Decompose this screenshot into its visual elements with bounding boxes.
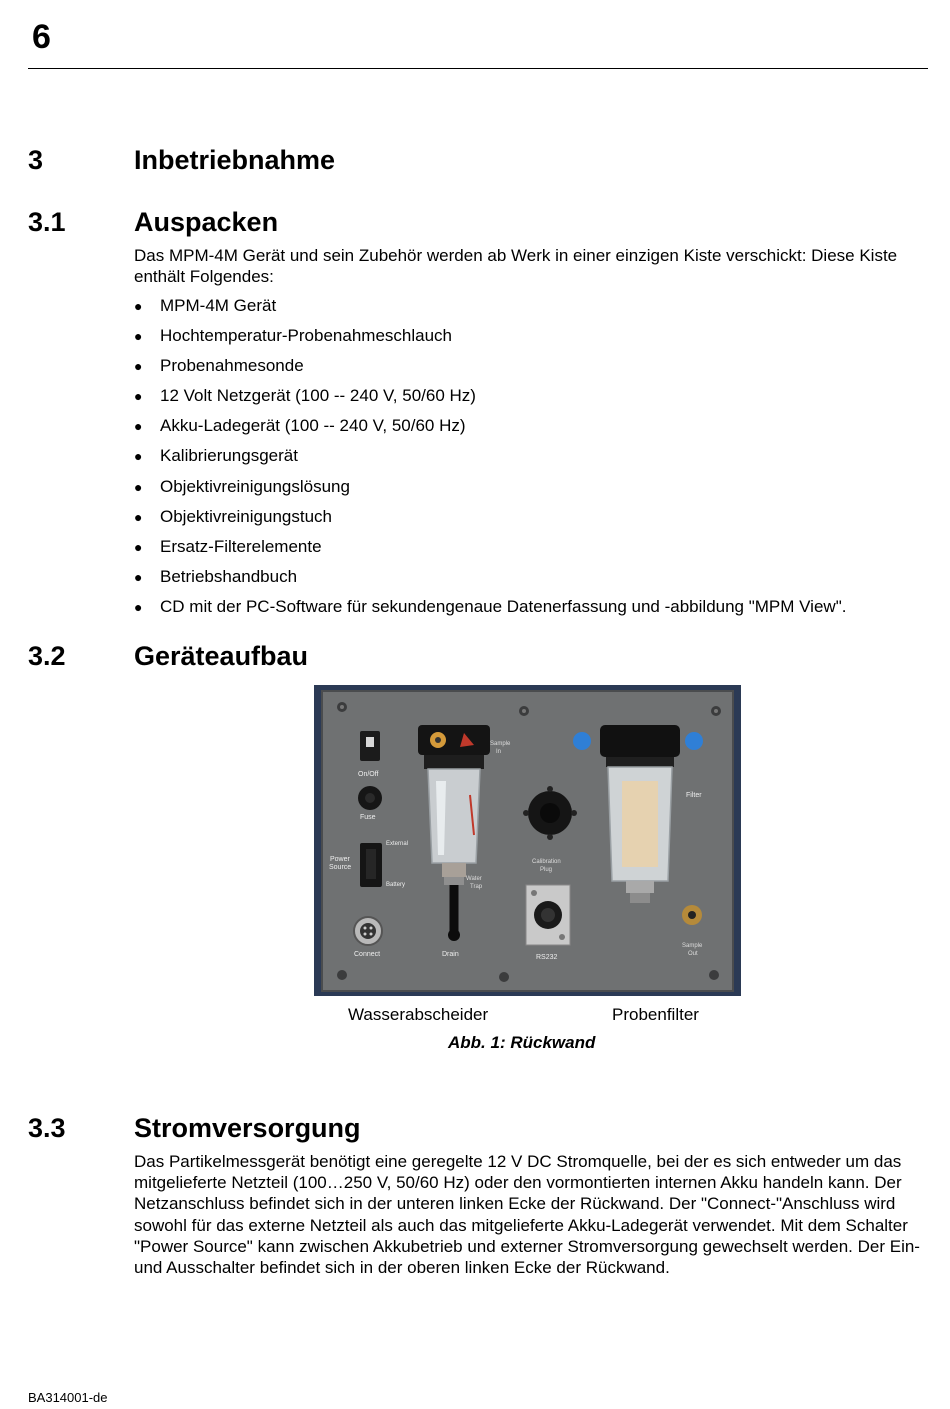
section-number: 3 xyxy=(28,145,44,175)
list-item: ● Betriebshandbuch xyxy=(134,563,934,593)
figure-caption: Abb. 1: Rückwand xyxy=(448,1033,596,1052)
list-item: ● Objektivreinigungslösung xyxy=(134,473,934,503)
svg-text:Source: Source xyxy=(329,864,352,871)
bullet-icon: ● xyxy=(134,388,143,405)
sample-filter-label: Probenfilter xyxy=(612,1005,699,1024)
bullet-icon: ● xyxy=(134,538,143,555)
package-contents-list xyxy=(134,292,934,623)
list-item: ● Objektivreinigungstuch xyxy=(134,503,934,533)
svg-text:External: External xyxy=(386,841,409,847)
list-item: ● Probenahmesonde xyxy=(134,352,934,382)
svg-text:RS232: RS232 xyxy=(536,954,558,961)
bullet-icon: ● xyxy=(134,448,143,465)
svg-text:Calibration: Calibration xyxy=(532,859,561,865)
bullet-icon: ● xyxy=(134,358,143,375)
water-separator-label: Wasserabscheider xyxy=(348,1005,489,1024)
bullet-icon: ● xyxy=(134,508,143,525)
list-item: ● Kalibrierungsgerät xyxy=(134,442,934,472)
svg-text:Water: Water xyxy=(466,876,482,882)
svg-text:Trap: Trap xyxy=(470,884,483,890)
document-id: BA314001-de xyxy=(28,1390,108,1405)
bullet-icon: ● xyxy=(134,418,143,435)
section-title: Geräteaufbau xyxy=(134,641,309,671)
list-item: ● 12 Volt Netzgerät (100 -- 240 V, 50/60 Hz) xyxy=(134,382,934,412)
svg-text:Sample: Sample xyxy=(682,943,703,949)
list-item: ● Akku-Ladegerät (100 -- 240 V, 50/60 Hz) xyxy=(134,412,934,442)
svg-text:In: In xyxy=(496,749,502,755)
svg-text:Plug: Plug xyxy=(540,867,553,873)
svg-text:Out: Out xyxy=(688,951,698,957)
svg-text:Filter: Filter xyxy=(686,792,702,799)
svg-text:On/Off: On/Off xyxy=(358,771,379,778)
rear-panel-illustration xyxy=(314,685,741,996)
bullet-icon: ● xyxy=(134,328,143,345)
section-3-3-body: Das Partikelmessgerät benötigt eine geregelte 12 V DC Stromquelle, bei der es sich entweder um das mitgelieferte Netzteil (100…250 V, 50/60 Hz) oder den vormontierten internen Akku handeln kann. Der Netzanschluss befindet sich in der unteren linken Ecke der Rückwand. Der "Connect-"Anschluss wird sowohl für das externe Netzteil als auch das mitgelieferte Akku-Ladegerät verwendet. Mit dem Schalter "Power Source" kann zwischen Akkubetrieb und externer Stromversorgung gewechselt werden. Der Ein- und Ausschalter befindet sich in der oberen linken Ecke der Rückwand. xyxy=(134,1152,920,1278)
section-3-1-intro: Das MPM-4M Gerät und sein Zubehör werden ab Werk in einer einzigen Kiste verschickt: Diese Kiste enthält Folgendes: xyxy=(134,246,898,287)
bullet-icon: ● xyxy=(134,598,143,615)
list-item: ● Hochtemperatur-Probenahmeschlauch xyxy=(134,322,934,352)
svg-text:Battery: Battery xyxy=(386,882,406,888)
rear-panel-photo xyxy=(314,685,741,996)
list-item: ● MPM-4M Gerät xyxy=(134,292,934,322)
section-title: Stromversorgung xyxy=(134,1113,361,1143)
svg-text:Drain: Drain xyxy=(442,951,459,958)
bullet-icon: ● xyxy=(134,478,143,495)
page-number: 6 xyxy=(32,18,51,56)
bullet-icon: ● xyxy=(134,298,143,314)
list-item: ● Ersatz-Filterelemente xyxy=(134,533,934,563)
section-title: Auspacken xyxy=(134,207,279,237)
section-title: Inbetriebnahme xyxy=(134,145,336,175)
section-number: 3.3 xyxy=(28,1113,66,1143)
svg-text:Fuse: Fuse xyxy=(360,814,376,821)
svg-text:Sample: Sample xyxy=(490,741,511,747)
bullet-icon: ● xyxy=(134,568,143,585)
svg-text:Connect: Connect xyxy=(354,951,381,958)
header-rule xyxy=(28,68,928,69)
list-item: ● CD mit der PC-Software für sekundengenaue Datenerfassung und -abbildung "MPM View". xyxy=(134,593,934,623)
svg-text:Power: Power xyxy=(330,856,350,863)
section-number: 3.1 xyxy=(28,207,66,237)
section-number: 3.2 xyxy=(28,641,66,671)
